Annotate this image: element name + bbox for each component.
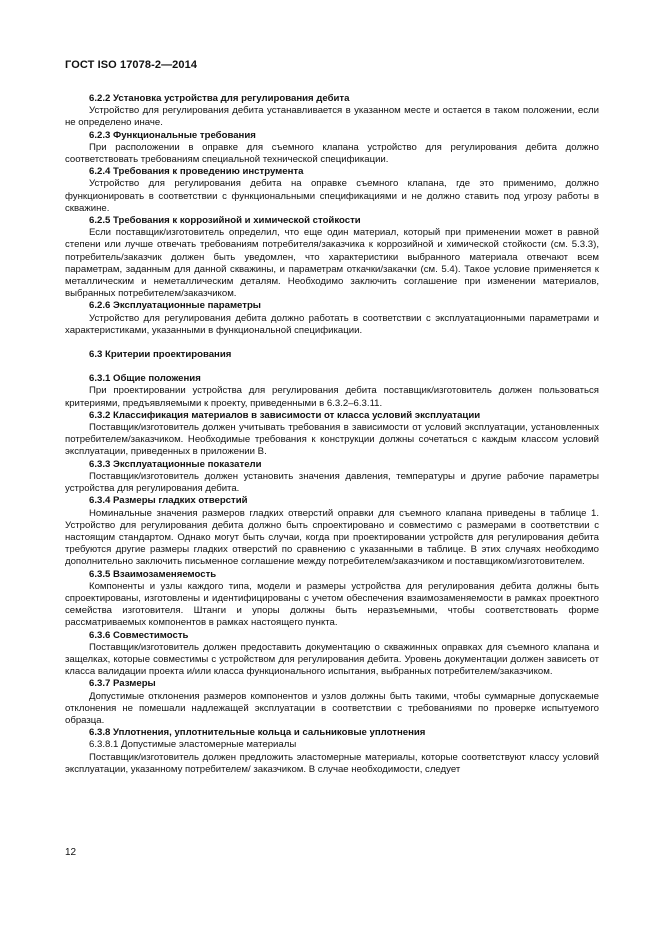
paragraph: Поставщик/изготовитель должен учитывать требования в зависимости от условий эксплуатации, установленных потребителем/заказчиком. Необходимые требования к конструкции должны сочетаться с каждым классом условий эксплуатации, приведенных в приложении В. [65,422,599,458]
section-heading: 6.3.7 Размеры [89,678,156,690]
section-heading: 6.3.5 Взаимозаменяемость [89,568,217,580]
document-body [65,93,599,776]
section-heading: 6.3 Критерии проектирования [89,349,232,361]
page-number: 12 [65,847,77,858]
section-heading: 6.3.4 Размеры гладких отверстий [89,495,248,507]
section-heading: 6.3.3 Эксплуатационные показатели [89,458,262,470]
paragraph: Допустимые отклонения размеров компонентов и узлов должны быть такими, чтобы суммарные допускаемые отклонения не помешали надлежащей эксплуатации в соответствии с требованиями по проверке испытуемого образца. [65,690,599,726]
subsection-heading: 6.3.8.1 Допустимые эластомерные материалы [89,739,297,751]
section-heading: 6.2.5 Требования к коррозийной и химической стойкости [89,215,361,227]
section-heading: 6.2.2 Установка устройства для регулирования дебита [89,93,350,104]
section-heading: 6.3.8 Уплотнения, уплотнительные кольца и сальниковые уплотнения [89,727,426,739]
paragraph: Устройство для регулирования дебита должно работать в соответствии с эксплуатационными параметрами и характеристиками, указанными в функциональной спецификации. [65,312,599,336]
paragraph: Устройство для регулирования дебита устанавливается в указанном месте и остается в таком положении, если не определено иначе. [65,105,599,129]
section-heading: 6.3.6 Совместимость [89,629,189,641]
paragraph: При расположении в оправке для съемного клапана устройство для регулирования дебита должно соответствовать требованиям специальной технической спецификации. [65,141,599,166]
document-header: ГОСТ ISO 17078-2—2014 [65,59,198,71]
section-heading: 6.2.4 Требования к проведению инструмента [89,166,304,178]
paragraph: Поставщик/изготовитель должен предложить эластомерные материалы, которые соответствуют классу условий эксплуатации, указанному потребителем/ заказчиком. В случае необходимости, следует [65,751,599,775]
paragraph: Поставщик/изготовитель должен предоставить документацию о скважинных оправках для съемного клапана и защелках, которые совместимы с устройством для регулирования дебита. Уровень документации должен зависеть от класса валидации проекта и/или класса функционального испытания, выбранных потребителем/заказчиком. [65,641,599,678]
paragraph: Если поставщик/изготовитель определил, что еще один материал, который при применении может в равной степени или лучше отвечать требованиям потребителя/заказчика к коррозийной и химической стойкости (см. 5.3.3), потребитель/заказчик должен быть уведомлен, что характеристики выбранного материала отвечают всем параметрам, заданным для данной скважины, и параметрам откачки/закачки (см. 5.4). Такое условие применяется к металлическим и неметаллическим деталям. Необходимо заключить соглашение при изменении материалов, выбранных потребителем/заказчиком. [65,227,599,300]
section-heading: 6.2.6 Эксплуатационные параметры [89,300,262,312]
paragraph: Номинальные значения размеров гладких отверстий оправки для съемного клапана приведены в таблице 1. Устройство для регулирования дебита должно быть спроектировано и совместимо с размерами в соответствии с настоящим стандартом. Однако могут быть случаи, когда при проектировании устройств для регулирования дебита требуются другие размеры гладких отверстий по сравнению с указанными в таблице. В этих случаях необходимо дополнительно заключить письменное соглашение между потребителем/заказчиком и поставщиком/изготовителем. [65,507,599,568]
section-gap [65,361,599,373]
section-heading: 6.3.1 Общие положения [89,373,201,385]
section-gap [65,337,599,349]
section-heading: 6.2.3 Функциональные требования [89,129,256,141]
paragraph: Поставщик/изготовитель должен установить значения давления, температуры и другие рабочие параметры устройства для регулирования дебита. [65,470,599,495]
paragraph: Компоненты и узлы каждого типа, модели и размеры устройства для регулирования дебита должны быть спроектированы, изготовлены и идентифицированы с учетом обеспечения взаимозаменяемости в рамках проектного семейства изготовителя. Штанги и упоры должны быть неразъемными, чтобы соответствовать форме рассматриваемых компонентов в рамках настоящего пункта. [65,580,599,629]
section-heading: 6.3.2 Классификация материалов в зависимости от класса условий эксплуатации [89,409,481,421]
paragraph: Устройство для регулирования дебита на оправке съемного клапана, где это применимо, должно функционировать в соответствии с функциональными спецификациями и не должно ставить под угрозу работы в скважине. [65,178,599,214]
paragraph: При проектировании устройства для регулирования дебита поставщик/изготовитель должен пользоваться критериями, предъявляемыми к проекту, приведенными в 6.3.2–6.3.11. [65,385,599,409]
